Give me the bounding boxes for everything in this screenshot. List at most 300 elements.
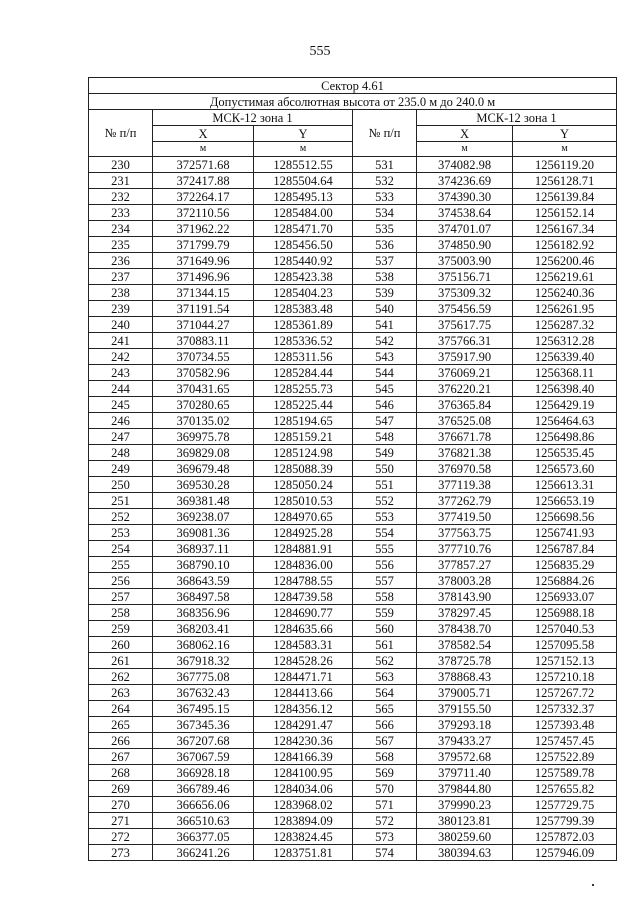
y-value-right: 1256139.84 (513, 189, 617, 205)
table-row (89, 781, 617, 797)
point-number-right: 572 (353, 813, 417, 829)
y-value-left: 1284690.77 (254, 605, 353, 621)
y-value-right: 1256787.84 (513, 541, 617, 557)
y-value-left: 1285504.64 (254, 173, 353, 189)
x-value-left: 371191.54 (153, 301, 254, 317)
x-value-right: 377857.27 (417, 557, 513, 573)
coordinates-body (89, 157, 617, 861)
y-value-right: 1257095.58 (513, 637, 617, 653)
table-row (89, 605, 617, 621)
point-number-left: 248 (89, 445, 153, 461)
x-value-right: 376220.21 (417, 381, 513, 397)
point-number-left: 267 (89, 749, 153, 765)
table-row (89, 157, 617, 173)
y-value-right: 1256741.93 (513, 525, 617, 541)
point-number-left: 241 (89, 333, 153, 349)
point-number-left: 235 (89, 237, 153, 253)
y-value-left: 1285383.48 (254, 301, 353, 317)
y-value-left: 1285050.24 (254, 477, 353, 493)
point-number-right: 534 (353, 205, 417, 221)
point-number-right: 543 (353, 349, 417, 365)
point-number-left: 246 (89, 413, 153, 429)
y-value-right: 1257522.89 (513, 749, 617, 765)
x-value-right: 374082.98 (417, 157, 513, 173)
table-row (89, 685, 617, 701)
x-value-right: 379711.40 (417, 765, 513, 781)
y-value-right: 1257210.18 (513, 669, 617, 685)
point-number-right: 562 (353, 653, 417, 669)
x-value-right: 375003.90 (417, 253, 513, 269)
y-value-right: 1256933.07 (513, 589, 617, 605)
y-value-left: 1285194.65 (254, 413, 353, 429)
x-value-left: 369829.08 (153, 445, 254, 461)
point-number-left: 262 (89, 669, 153, 685)
y-value-left: 1285225.44 (254, 397, 353, 413)
point-number-left: 271 (89, 813, 153, 829)
unit-x-left: м (153, 142, 254, 157)
y-header-right: Y (513, 126, 617, 142)
point-number-left: 253 (89, 525, 153, 541)
num-header-right: № п/п (353, 110, 417, 157)
y-value-left: 1285471.70 (254, 221, 353, 237)
table-row (89, 205, 617, 221)
x-value-left: 370883.11 (153, 333, 254, 349)
point-number-right: 569 (353, 765, 417, 781)
point-number-right: 554 (353, 525, 417, 541)
y-value-left: 1284635.66 (254, 621, 353, 637)
x-value-left: 369530.28 (153, 477, 254, 493)
point-number-right: 565 (353, 701, 417, 717)
table-row (89, 765, 617, 781)
x-value-left: 372571.68 (153, 157, 254, 173)
point-number-right: 550 (353, 461, 417, 477)
point-number-left: 231 (89, 173, 153, 189)
x-header-right: X (417, 126, 513, 142)
x-value-left: 370280.65 (153, 397, 254, 413)
x-value-right: 377262.79 (417, 493, 513, 509)
x-value-left: 367632.43 (153, 685, 254, 701)
y-value-left: 1285484.00 (254, 205, 353, 221)
x-value-right: 379155.50 (417, 701, 513, 717)
y-value-right: 1257589.78 (513, 765, 617, 781)
table-row (89, 461, 617, 477)
table-row (89, 493, 617, 509)
table-row (89, 397, 617, 413)
point-number-right: 535 (353, 221, 417, 237)
x-value-right: 378003.28 (417, 573, 513, 589)
scan-speck (592, 884, 594, 886)
x-value-left: 370431.65 (153, 381, 254, 397)
y-value-left: 1284356.12 (254, 701, 353, 717)
y-value-right: 1256339.40 (513, 349, 617, 365)
y-value-right: 1257729.75 (513, 797, 617, 813)
y-value-right: 1256398.40 (513, 381, 617, 397)
point-number-right: 544 (353, 365, 417, 381)
point-number-left: 269 (89, 781, 153, 797)
y-value-right: 1256988.18 (513, 605, 617, 621)
point-number-left: 255 (89, 557, 153, 573)
table-row (89, 429, 617, 445)
table-row (89, 269, 617, 285)
point-number-left: 251 (89, 493, 153, 509)
point-number-left: 247 (89, 429, 153, 445)
table-row (89, 237, 617, 253)
point-number-right: 531 (353, 157, 417, 173)
point-number-left: 234 (89, 221, 153, 237)
x-value-left: 371496.96 (153, 269, 254, 285)
x-value-left: 368203.41 (153, 621, 254, 637)
table-row (89, 541, 617, 557)
point-number-right: 542 (353, 333, 417, 349)
table-row (89, 637, 617, 653)
y-value-right: 1256884.26 (513, 573, 617, 589)
y-value-left: 1284166.39 (254, 749, 353, 765)
y-value-right: 1256835.29 (513, 557, 617, 573)
y-value-right: 1256498.86 (513, 429, 617, 445)
table-row (89, 525, 617, 541)
x-value-left: 369238.07 (153, 509, 254, 525)
table-row (89, 173, 617, 189)
point-number-right: 540 (353, 301, 417, 317)
point-number-left: 238 (89, 285, 153, 301)
y-value-right: 1256368.11 (513, 365, 617, 381)
table-row (89, 829, 617, 845)
y-value-right: 1256200.46 (513, 253, 617, 269)
x-value-left: 370734.55 (153, 349, 254, 365)
point-number-left: 230 (89, 157, 153, 173)
x-value-right: 374850.90 (417, 237, 513, 253)
x-value-left: 369081.36 (153, 525, 254, 541)
y-value-right: 1257332.37 (513, 701, 617, 717)
x-value-left: 366510.63 (153, 813, 254, 829)
y-value-right: 1256219.61 (513, 269, 617, 285)
y-value-right: 1256698.56 (513, 509, 617, 525)
point-number-right: 555 (353, 541, 417, 557)
y-value-right: 1257267.72 (513, 685, 617, 701)
point-number-right: 547 (353, 413, 417, 429)
x-value-left: 368356.96 (153, 605, 254, 621)
x-value-right: 378143.90 (417, 589, 513, 605)
point-number-left: 261 (89, 653, 153, 669)
point-number-right: 573 (353, 829, 417, 845)
point-number-left: 233 (89, 205, 153, 221)
x-value-right: 376671.78 (417, 429, 513, 445)
point-number-left: 263 (89, 685, 153, 701)
y-value-left: 1284836.00 (254, 557, 353, 573)
table-row (89, 845, 617, 861)
x-value-left: 367207.68 (153, 733, 254, 749)
x-value-left: 368937.11 (153, 541, 254, 557)
table-row (89, 813, 617, 829)
table-row (89, 653, 617, 669)
point-number-right: 564 (353, 685, 417, 701)
point-number-left: 250 (89, 477, 153, 493)
point-number-right: 549 (353, 445, 417, 461)
x-value-left: 368062.16 (153, 637, 254, 653)
point-number-right: 548 (353, 429, 417, 445)
point-number-left: 252 (89, 509, 153, 525)
y-value-left: 1285010.53 (254, 493, 353, 509)
point-number-right: 552 (353, 493, 417, 509)
x-value-right: 379005.71 (417, 685, 513, 701)
x-value-right: 377419.50 (417, 509, 513, 525)
y-value-right: 1256653.19 (513, 493, 617, 509)
table-row (89, 333, 617, 349)
point-number-left: 266 (89, 733, 153, 749)
table-row (89, 797, 617, 813)
x-value-left: 367067.59 (153, 749, 254, 765)
zone-header-left: МСК-12 зона 1 (153, 110, 353, 126)
point-number-left: 257 (89, 589, 153, 605)
x-value-right: 375766.31 (417, 333, 513, 349)
y-value-right: 1256152.14 (513, 205, 617, 221)
point-number-right: 559 (353, 605, 417, 621)
y-value-right: 1256429.19 (513, 397, 617, 413)
x-value-left: 369679.48 (153, 461, 254, 477)
point-number-right: 563 (353, 669, 417, 685)
point-number-left: 268 (89, 765, 153, 781)
x-value-right: 374538.64 (417, 205, 513, 221)
y-value-left: 1285423.38 (254, 269, 353, 285)
x-value-left: 366377.05 (153, 829, 254, 845)
table-row (89, 589, 617, 605)
x-value-right: 374390.30 (417, 189, 513, 205)
y-value-right: 1256182.92 (513, 237, 617, 253)
x-value-left: 367918.32 (153, 653, 254, 669)
point-number-right: 536 (353, 237, 417, 253)
table-row (89, 477, 617, 493)
y-value-right: 1256240.36 (513, 285, 617, 301)
point-number-right: 556 (353, 557, 417, 573)
y-value-left: 1285361.89 (254, 317, 353, 333)
x-value-right: 376821.38 (417, 445, 513, 461)
x-value-right: 375617.75 (417, 317, 513, 333)
y-value-right: 1256261.95 (513, 301, 617, 317)
x-value-left: 369975.78 (153, 429, 254, 445)
x-value-right: 375156.71 (417, 269, 513, 285)
point-number-right: 574 (353, 845, 417, 861)
x-value-left: 371649.96 (153, 253, 254, 269)
x-value-left: 368790.10 (153, 557, 254, 573)
unit-y-left: м (254, 142, 353, 157)
y-value-right: 1257872.03 (513, 829, 617, 845)
point-number-right: 541 (353, 317, 417, 333)
table-row (89, 717, 617, 733)
y-value-left: 1284034.06 (254, 781, 353, 797)
height-limit-caption: Допустимая абсолютная высота от 235.0 м до 240.0 м (89, 94, 617, 110)
y-value-left: 1285456.50 (254, 237, 353, 253)
point-number-right: 553 (353, 509, 417, 525)
x-value-right: 378297.45 (417, 605, 513, 621)
table-row (89, 557, 617, 573)
table-row (89, 669, 617, 685)
x-value-left: 371799.79 (153, 237, 254, 253)
y-value-right: 1256128.71 (513, 173, 617, 189)
point-number-right: 546 (353, 397, 417, 413)
x-value-left: 372110.56 (153, 205, 254, 221)
y-value-left: 1284100.95 (254, 765, 353, 781)
y-value-left: 1285512.55 (254, 157, 353, 173)
x-value-right: 379990.23 (417, 797, 513, 813)
point-number-right: 561 (353, 637, 417, 653)
x-value-right: 380259.60 (417, 829, 513, 845)
y-value-left: 1284230.36 (254, 733, 353, 749)
y-header-left: Y (254, 126, 353, 142)
x-value-left: 370582.96 (153, 365, 254, 381)
y-value-left: 1284881.91 (254, 541, 353, 557)
point-number-right: 570 (353, 781, 417, 797)
y-value-left: 1284788.55 (254, 573, 353, 589)
y-value-left: 1284970.65 (254, 509, 353, 525)
x-value-right: 378868.43 (417, 669, 513, 685)
coordinates-table (88, 77, 617, 861)
x-value-left: 366789.46 (153, 781, 254, 797)
x-value-left: 371962.22 (153, 221, 254, 237)
x-value-right: 378725.78 (417, 653, 513, 669)
y-value-left: 1285336.52 (254, 333, 353, 349)
y-value-right: 1256535.45 (513, 445, 617, 461)
table-row (89, 349, 617, 365)
point-number-right: 533 (353, 189, 417, 205)
x-value-left: 371044.27 (153, 317, 254, 333)
x-value-right: 376365.84 (417, 397, 513, 413)
table-row (89, 365, 617, 381)
y-value-right: 1257393.48 (513, 717, 617, 733)
point-number-right: 568 (353, 749, 417, 765)
x-value-right: 375309.32 (417, 285, 513, 301)
table-row (89, 381, 617, 397)
x-value-right: 378438.70 (417, 621, 513, 637)
x-value-left: 372264.17 (153, 189, 254, 205)
point-number-right: 557 (353, 573, 417, 589)
point-number-right: 566 (353, 717, 417, 733)
point-number-left: 264 (89, 701, 153, 717)
unit-x-right: м (417, 142, 513, 157)
table-row (89, 573, 617, 589)
point-number-right: 538 (353, 269, 417, 285)
point-number-right: 551 (353, 477, 417, 493)
table-row (89, 301, 617, 317)
x-value-left: 367775.08 (153, 669, 254, 685)
y-value-left: 1283894.09 (254, 813, 353, 829)
y-value-left: 1284739.58 (254, 589, 353, 605)
x-value-right: 380394.63 (417, 845, 513, 861)
point-number-left: 273 (89, 845, 153, 861)
x-value-left: 371344.15 (153, 285, 254, 301)
table-row (89, 317, 617, 333)
y-value-right: 1256167.34 (513, 221, 617, 237)
x-value-left: 368643.59 (153, 573, 254, 589)
x-value-right: 375456.59 (417, 301, 513, 317)
table-row (89, 749, 617, 765)
y-value-left: 1283751.81 (254, 845, 353, 861)
x-value-left: 369381.48 (153, 493, 254, 509)
y-value-left: 1285255.73 (254, 381, 353, 397)
y-value-right: 1256119.20 (513, 157, 617, 173)
table-row (89, 733, 617, 749)
y-value-left: 1284413.66 (254, 685, 353, 701)
x-value-right: 376525.08 (417, 413, 513, 429)
y-value-left: 1283968.02 (254, 797, 353, 813)
y-value-right: 1256287.32 (513, 317, 617, 333)
point-number-right: 539 (353, 285, 417, 301)
y-value-right: 1257655.82 (513, 781, 617, 797)
unit-y-right: м (513, 142, 617, 157)
table-row (89, 413, 617, 429)
table-row (89, 701, 617, 717)
table-row (89, 253, 617, 269)
y-value-left: 1284471.71 (254, 669, 353, 685)
x-value-right: 377119.38 (417, 477, 513, 493)
point-number-right: 567 (353, 733, 417, 749)
point-number-right: 545 (353, 381, 417, 397)
x-value-left: 372417.88 (153, 173, 254, 189)
x-value-right: 377563.75 (417, 525, 513, 541)
x-value-right: 376970.58 (417, 461, 513, 477)
x-value-left: 367495.15 (153, 701, 254, 717)
point-number-right: 532 (353, 173, 417, 189)
point-number-left: 256 (89, 573, 153, 589)
x-value-right: 377710.76 (417, 541, 513, 557)
point-number-left: 272 (89, 829, 153, 845)
y-value-left: 1285404.23 (254, 285, 353, 301)
x-value-right: 379433.27 (417, 733, 513, 749)
y-value-right: 1256573.60 (513, 461, 617, 477)
x-value-left: 368497.58 (153, 589, 254, 605)
y-value-right: 1257152.13 (513, 653, 617, 669)
x-value-right: 375917.90 (417, 349, 513, 365)
table-row (89, 509, 617, 525)
x-value-left: 366241.26 (153, 845, 254, 861)
x-value-right: 379293.18 (417, 717, 513, 733)
point-number-left: 242 (89, 349, 153, 365)
x-value-right: 379844.80 (417, 781, 513, 797)
num-header-left: № п/п (89, 110, 153, 157)
point-number-left: 239 (89, 301, 153, 317)
table-row (89, 621, 617, 637)
y-value-left: 1284291.47 (254, 717, 353, 733)
point-number-left: 244 (89, 381, 153, 397)
x-value-right: 380123.81 (417, 813, 513, 829)
x-value-left: 367345.36 (153, 717, 254, 733)
y-value-left: 1285124.98 (254, 445, 353, 461)
point-number-left: 259 (89, 621, 153, 637)
x-value-right: 376069.21 (417, 365, 513, 381)
page-number: 555 (309, 44, 331, 59)
y-value-left: 1285088.39 (254, 461, 353, 477)
x-value-right: 374236.69 (417, 173, 513, 189)
y-value-left: 1283824.45 (254, 829, 353, 845)
x-value-right: 379572.68 (417, 749, 513, 765)
x-value-left: 366656.06 (153, 797, 254, 813)
x-value-left: 370135.02 (153, 413, 254, 429)
y-value-left: 1284925.28 (254, 525, 353, 541)
table-row (89, 221, 617, 237)
table-row (89, 189, 617, 205)
y-value-right: 1257457.45 (513, 733, 617, 749)
point-number-left: 237 (89, 269, 153, 285)
table-row (89, 445, 617, 461)
point-number-left: 243 (89, 365, 153, 381)
y-value-left: 1285440.92 (254, 253, 353, 269)
point-number-left: 240 (89, 317, 153, 333)
x-value-right: 374701.07 (417, 221, 513, 237)
y-value-right: 1256312.28 (513, 333, 617, 349)
point-number-left: 258 (89, 605, 153, 621)
point-number-left: 245 (89, 397, 153, 413)
point-number-left: 236 (89, 253, 153, 269)
point-number-left: 260 (89, 637, 153, 653)
